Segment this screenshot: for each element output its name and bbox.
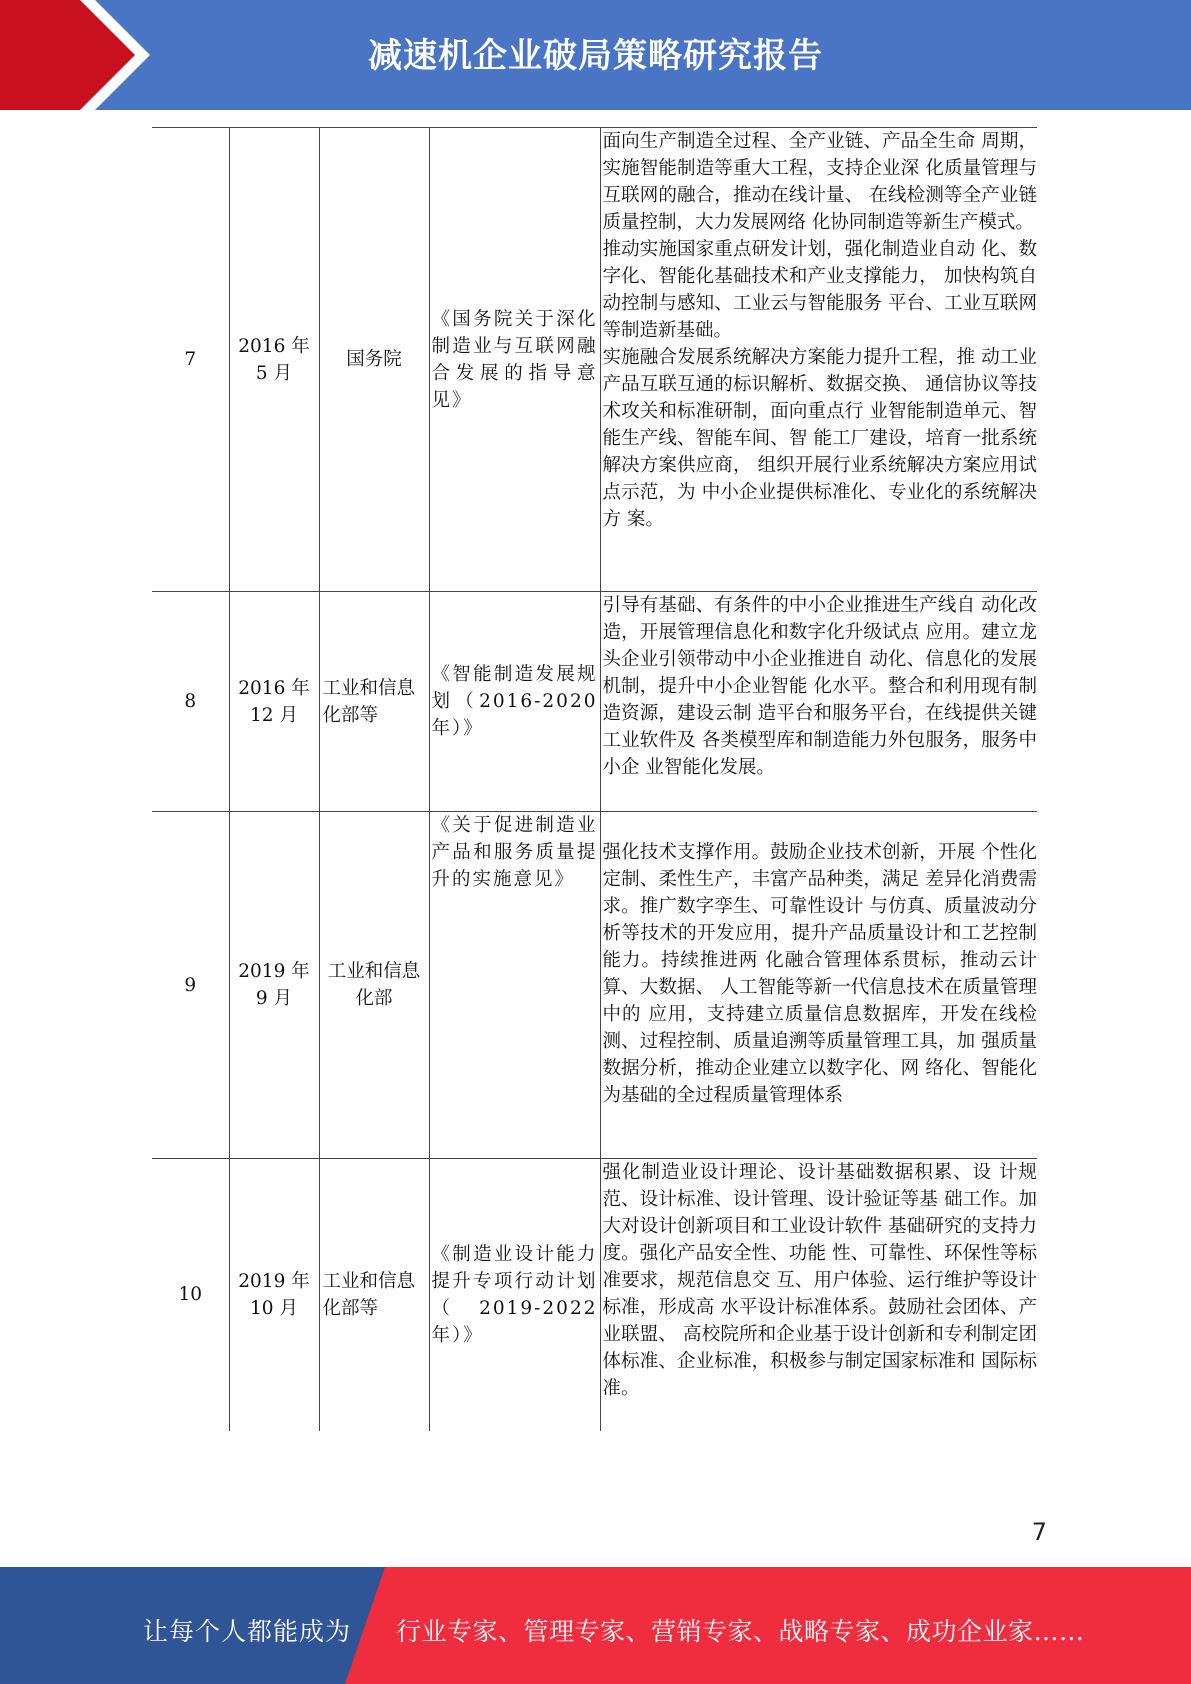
row-number: 10 [152,1159,229,1431]
table-row [152,128,1037,592]
issue-date [229,812,319,1159]
issue-date [229,128,319,592]
table-row [152,1159,1037,1431]
issuing-department: 工业和信息化部等 [319,592,429,812]
issuing-department: 国务院 [319,128,429,592]
row-number: 7 [152,128,229,592]
issue-month: 9 月 [255,988,293,1009]
row-number: 9 [152,812,229,1159]
issue-year: 2019 年 [238,1270,310,1292]
issue-year: 2016 年 [238,677,310,699]
policy-content [600,812,1037,1159]
policy-content: 引导有基础、有条件的中小企业推进生产线自 动化改造，开展管理信息化和数字化升级试点 应用。建立龙头企业引领带动中小企业推进自 动化、信息化的发展机制，提升中小企业智能 化水平。整合和利用现有制造资源，建设云制 造平台和服务平台，在线提供关键工业软件及 各类模型库和制造能力外包服务，服务中小企 业智能化发展。 [600,592,1037,812]
issue-year: 2016 年 [238,335,310,357]
footer-slogan-left: 让每个人都能成为 [143,1617,352,1646]
policy-content-text: 强化技术支撑作用。鼓励企业技术创新，开展 个性化定制、柔性生产，丰富产品种类，满足 差异化消费需求。推广数字孪生、可靠性设计 与仿真、质量波动分析等技术的开发应用，提升产品质量设计和工艺控制能力。持续推进两 化融合管理体系贯标，推动云计算、大数据、 人工智能等新一代信息技术在质量管理中的 应用，支持建立质量信息数据库，开发在线检 测、过程控制、质量追溯等质量管理工具，加 强质量数据分析，推动企业建立以数字化、网 络化、智能化为基础的全过程质量管理体系 [602,842,1037,1106]
table-row [152,592,1037,812]
report-title: 减速机企业破局策略研究报告 [368,36,823,76]
issuing-department: 工业和信息化部等 [319,1159,429,1431]
issue-year: 2019 年 [238,961,310,982]
policy-document: 《国务院关于深化制造业与互联网融合发展的指导意见》 [429,128,600,592]
issue-date [229,592,319,812]
policy-content: 强化制造业设计理论、设计基础数据积累、设 计规范、设计标准、设计管理、设计验证等基 础工作。加大对设计创新项目和工业设计软件 基础研究的支持力度。强化产品安全性、功能 性、可靠性、环保性等标准要求，规范信息交 互、用户体验、运行维护等设计标准，形成高 水平设计标准体系。鼓励社会团体、产业联盟、 高校院所和企业基于设计创新和专利制定团 体标准、企业标准，积极参与制定国家标准和 国际标准。 [600,1159,1037,1431]
issuing-department: 工业和信息化部 [319,812,429,1159]
issue-month: 12 月 [250,704,298,726]
page-number: 7 [1031,1518,1047,1546]
page-header [0,0,1191,110]
footer-slogan-right: 行业专家、管理专家、营销专家、战略专家、成功企业家…… [396,1617,1085,1646]
issue-date [229,1159,319,1431]
policy-document: 《智能制造发展规划（2016-2020年）》 [429,592,600,812]
page-footer [0,1567,1191,1684]
issue-month: 10 月 [250,1297,298,1319]
policy-table [152,127,1037,1431]
row-number: 8 [152,592,229,812]
policy-content: 面向生产制造全过程、全产业链、产品全生命 周期，实施智能制造等重大工程，支持企业深 化质量管理与互联网的融合，推动在线计量、 在线检测等全产业链质量控制，大力发展网络 化协同制造等新生产模式。 推动实施国家重点研发计划，强化制造业自动 化、数字化、智能化基础技术和产业支撑能力， 加快构筑自动控制与感知、工业云与智能服务 平台、工业互联网等制造新基础。 实施融合发展系统解决方案能力提升工程，推 动工业产品互联互通的标识解析、数据交换、 通信协议等技术攻关和标准研制，面向重点行 业智能制造单元、智能生产线、智能车间、智 能工厂建设，培育一批系统解决方案供应商， 组织开展行业系统解决方案应用试点示范，为 中小企业提供标准化、专业化的系统解决方 案。 [600,128,1037,592]
policy-document: 《制造业设计能力提升专项行动计划（2019-2022年）》 [429,1159,600,1431]
issue-month: 5 月 [255,362,293,384]
policy-document: 《关于促进制造业产品和服务质量提升的实施意见》 [429,812,600,1159]
table-row [152,812,1037,1159]
